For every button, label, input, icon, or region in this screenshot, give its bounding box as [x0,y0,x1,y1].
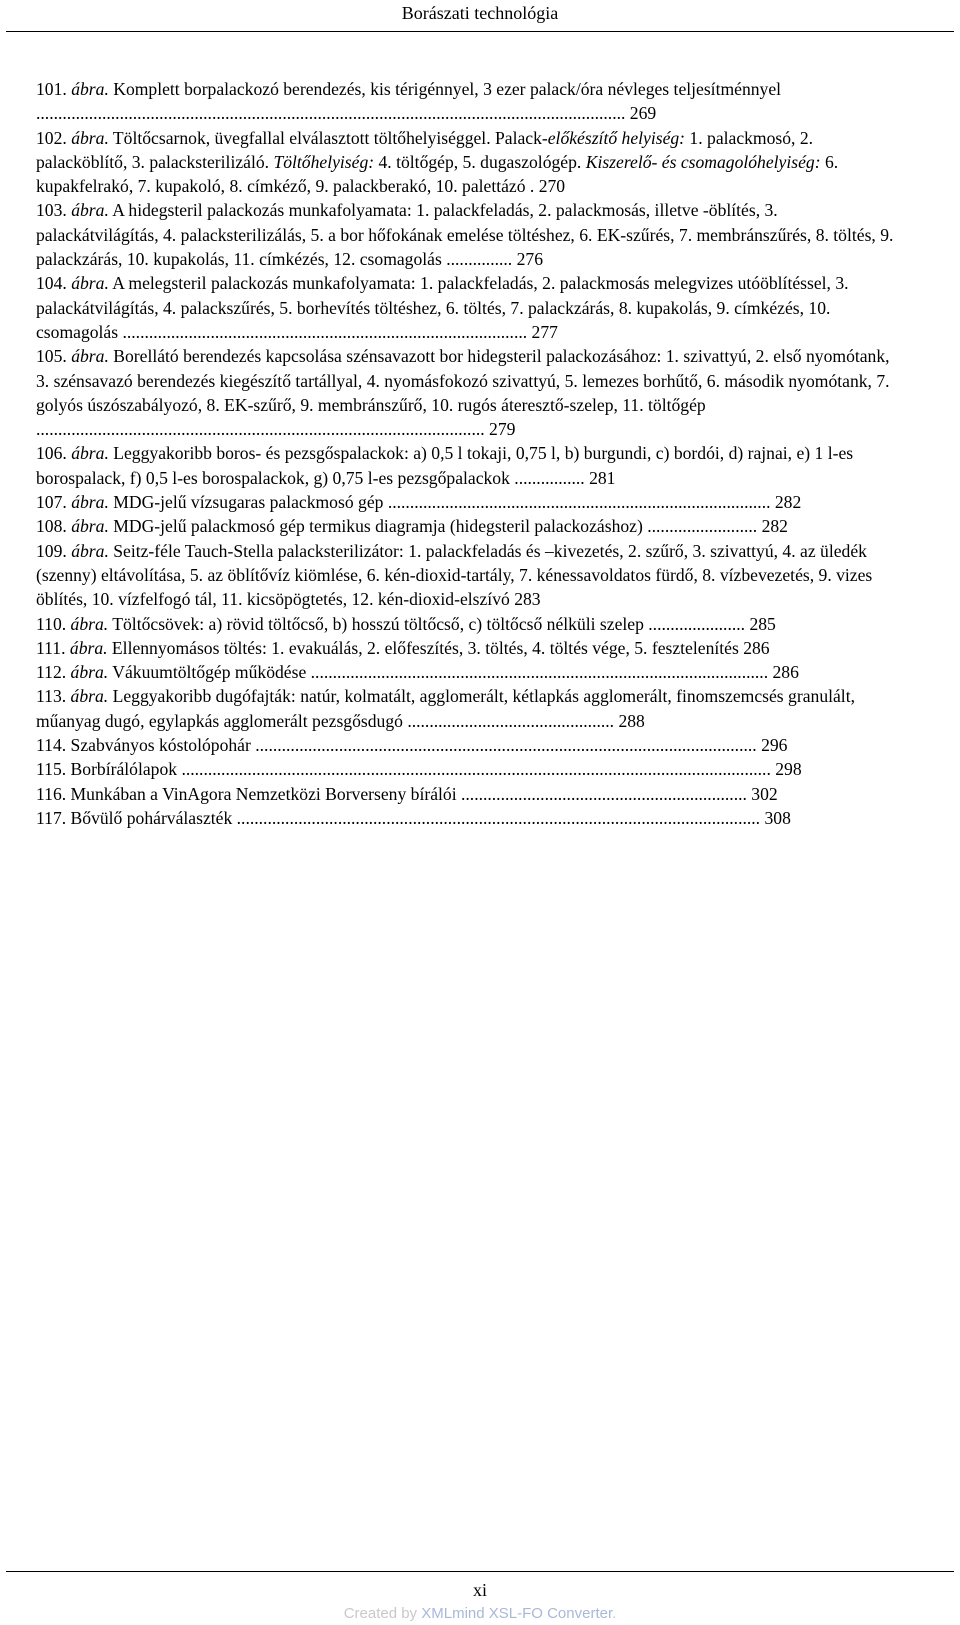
entry-number: 116. [36,783,67,804]
entry-text: Töltőcsövek: a) rövid töltőcső, b) hosszú töltőcső, c) töltőcső nélküli szelep ...................... 285 [108,613,776,634]
entry-abra-label: ábra. [71,346,109,367]
toc-entry-115[interactable] [36,757,896,781]
running-header: Borászati technológia [401,3,559,23]
entry-text: Vákuumtöltőgép működése ........................................................................................................ 286 [108,662,799,683]
toc-entry-107[interactable] [36,490,896,514]
toc-entry-113[interactable] [36,684,896,733]
entry-number: 102. [36,127,67,148]
entry-text: MDG-jelű vízsugaras palackmosó gép ....................................................................................... 282 [108,492,802,513]
entry-italic-2: Töltőhelyiség: [273,151,375,172]
toc-entry-103[interactable] [36,198,896,271]
entry-number: 114. [36,735,67,756]
toc-entry-101[interactable] [36,77,896,126]
figure-list [36,77,896,830]
toc-entry-110[interactable] [36,612,896,636]
entry-number: 112. [36,662,67,683]
entry-number: 101. [36,79,67,99]
entry-number: 105. [36,346,67,367]
entry-text: Seitz-féle Tauch-Stella palacksterilizátor: 1. palackfeladás és –kivezetés, 2. szűrő, 3. szivattyú, 4. az üledék (szenny) eltávolítása, 5. az öblítővíz kiömlése, 6. kén-dioxid-tartály, 7. kénessavoldatos fürdő, 8. vízbevezetés, 9. vizes öblítés, 10. vízfelfogó tál, 11. kicsöpögtetés, 12. kén-dioxid-elszívó 283 [36,540,873,610]
entry-abra-label: ábra. [70,613,109,634]
entry-text-4: 6. kupakfelrakó, 7. kupakoló, 8. címkéző, 9. palackberakó, 10. palettázó . 270 [36,151,839,197]
toc-entry-117[interactable] [36,806,896,830]
entry-text: A hidegsteril palackozás munkafolyamata: 1. palackfeladás, 2. palackmosás, illetve -öblítés, 3. palackátvilágítás, 4. palacksterilizálás, 5. a bor hőfokának emelése töltéshez, 6. EK-szűrés, 7. membránszűrés, 8. töltés, 9. palackzárás, 10. kupakolás, 11. címkézés, 12. csomagolás ............... 276 [36,200,894,270]
entry-abra-label: ábra. [71,200,109,221]
entry-text: Munkában a VinAgora Nemzetközi Borverseny bírálói ................................................................. 302 [66,783,778,804]
toc-entry-116[interactable] [36,782,896,806]
entry-text: Borbírálólapok ...................................................................................................................................... 298 [66,759,802,780]
toc-entry-106[interactable] [36,441,896,490]
entry-abra-label: ábra. [71,273,109,294]
entry-number: 113. [36,686,67,707]
entry-number: 108. [36,516,67,537]
toc-entry-108[interactable] [36,514,896,538]
page-number: xi [472,1580,487,1600]
entry-text: Leggyakoribb boros- és pezsgőspalackok: a) 0,5 l tokaji, 0,75 l, b) burgundi, c) bordói, d) rajnai, e) 1 l-es borospalack, f) 0,5 l-es borospalackok, g) 0,75 l-es pezsgőpalackok ................ 281 [36,443,854,488]
entry-abra-label: ábra. [71,127,109,148]
toc-entry-102[interactable] [36,126,896,199]
entry-italic-1: előkészítő helyiség: [547,127,686,148]
entry-text: MDG-jelű palackmosó gép termikus diagramja (hidegsteril palackozáshoz) ......................... 282 [108,516,788,537]
entry-number: 115. [36,759,67,780]
entry-abra-label: ábra. [71,492,109,513]
entry-number: 111. [36,637,66,658]
entry-italic-3: Kiszerelő- és csomagolóhelyiség: [585,151,821,172]
entry-abra-label: ábra. [71,516,109,537]
entry-abra-label: ábra. [71,443,109,464]
entry-text: Ellennyomásos töltés: 1. evakuálás, 2. előfeszítés, 3. töltés, 4. töltés vége, 5. fesztelenítés 286 [107,637,770,658]
toc-entry-104[interactable] [36,271,896,344]
entry-text: A melegsteril palackozás munkafolyamata: 1. palackfeladás, 2. palackmosás melegvizes utóöblítéssel, 3. palackátvilágítás, 4. palackszűrés, 5. borhevítés töltéshez, 6. töltés, 7. palackzárás, 8. kupakolás, 9. címkézés, 10. csomagolás ............................................................................................ 277 [36,273,849,342]
converter-credit [0,1604,960,1624]
entry-number: 110. [36,613,67,634]
entry-number: 106. [36,443,67,464]
entry-text: Borellátó berendezés kapcsolása szénsavazott bor hidegsteril palackozásához: 1. szivattyú, 2. első nyomótank, 3. szénsavazó berendezés kiegészítő tartállyal, 4. nyomásfokozó szivattyú, 5. lemezes borhűtő, 6. második nyomótank, 7. golyós úszószabályozó, 8. EK-szűrő, 9. membránszűrő, 10. rugós áteresztő-szelep, 11. töltőgép ...................................................................................................... 279 [36,346,890,440]
entry-text-2: 1. palackmosó, 2. palacköblítő, 3. palacksterilizáló. [36,127,814,172]
toc-entry-105[interactable] [36,344,896,441]
entry-abra-label: ábra. [71,79,109,99]
entry-abra-label: ábra. [69,637,108,658]
credit-suffix: . [612,1605,617,1622]
entry-text-3: 4. töltőgép, 5. dugaszológép. [374,151,586,172]
entry-abra-label: ábra. [71,540,109,561]
entry-text: Szabványos kóstolópohár .................................................................................................................. 296 [66,735,788,756]
entry-number: 117. [36,807,67,828]
entry-number: 107. [36,492,67,513]
entry-abra-label: ábra. [70,686,109,707]
toc-entry-109[interactable] [36,539,896,612]
entry-number: 104. [36,273,67,294]
toc-entry-114[interactable] [36,733,896,757]
entry-text: Komplett borpalackozó berendezés, kis térigénnyel, 3 ezer palack/óra névleges teljesítménnyel ...................................................................................................................................... 269 [36,79,782,124]
toc-entry-111[interactable] [36,636,896,660]
entry-abra-label: ábra. [70,662,109,683]
entry-number: 109. [36,540,67,561]
entry-text: Töltőcsarnok, üvegfallal elválasztott töltőhelyiséggel. Palack- [108,127,548,148]
credit-prefix: Created by [343,1605,422,1622]
footer-divider [6,1571,954,1572]
toc-entry-112[interactable] [36,660,896,684]
entry-number: 103. [36,200,67,221]
credit-brand-link[interactable]: XMLmind XSL-FO Converter [421,1605,613,1622]
entry-text: Bővülő pohárválaszték ....................................................................................................................... 308 [66,807,791,828]
header-divider [6,31,954,32]
entry-text: Leggyakoribb dugófajták: natúr, kolmatált, agglomerált, kétlapkás agglomerált, finomszemcsés granulált, műanyag dugó, egylapkás agglomerált pezsgősdugó ............................................... 288 [36,686,855,731]
